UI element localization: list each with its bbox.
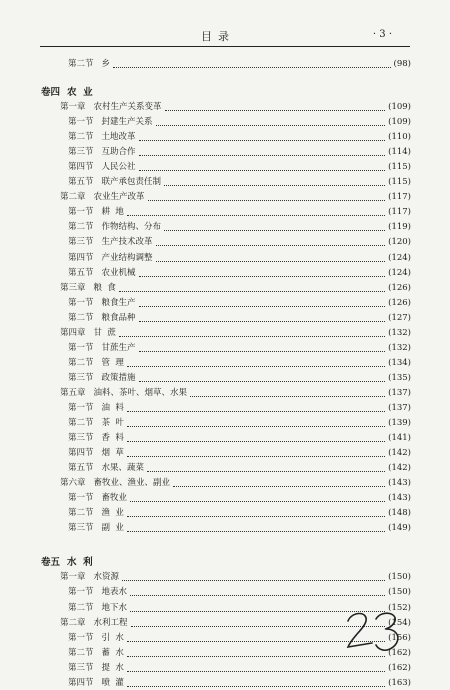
toc-entry-label: [60, 387, 187, 400]
header-rule: [40, 46, 410, 47]
toc-page-number: (137): [388, 387, 411, 398]
toc-page-number: (143): [388, 493, 411, 504]
toc-entry-label: [68, 146, 136, 159]
toc-entry-label: [68, 522, 124, 535]
toc-page-number: (132): [388, 342, 411, 353]
toc-entry-title: 地表水: [101, 587, 128, 598]
toc-chapter-entry: [60, 571, 411, 584]
toc-entry-label: [68, 131, 136, 144]
toc-section-entry: [68, 221, 411, 234]
toc-leader-dots: [127, 366, 385, 367]
toc-leader-dots: [139, 276, 386, 277]
toc-volume-heading: [41, 86, 411, 99]
toc-page-number: (162): [388, 647, 411, 658]
toc-leader-dots: [164, 230, 385, 231]
toc-entry-label: [60, 617, 128, 630]
toc-entry-label: [60, 327, 116, 340]
toc-entry-title: 土地改革: [101, 132, 136, 143]
toc-section-entry: [68, 161, 411, 174]
toc-leader-dots: [122, 580, 385, 581]
toc-page-number: (119): [388, 222, 411, 233]
toc-section-entry: [68, 586, 411, 599]
toc-entry-label: [68, 357, 124, 370]
toc-page-number: (139): [388, 418, 411, 429]
toc-entry-title: 生产技术改革: [101, 237, 153, 248]
toc-entry-label: [68, 492, 127, 505]
toc-page-number: (115): [388, 162, 411, 173]
toc-entry-title: 香 料: [101, 433, 124, 444]
toc-entry-label: [68, 632, 124, 645]
toc-entry-title: 互助合作: [101, 147, 136, 158]
toc-entry-label: [60, 191, 145, 204]
header-page-number: · 3 ·: [372, 29, 392, 40]
toc-leader-dots: [156, 125, 386, 126]
toc-entry-title: 畜牧业、渔业、副业: [93, 478, 171, 489]
toc-entry-level: 第二节: [68, 312, 94, 323]
toc-entry-title: 甘蔗生产: [101, 342, 136, 353]
toc-entry-title: 烟 草: [101, 448, 124, 459]
toc-section-entry: [68, 252, 411, 265]
toc-section-entry: [68, 312, 411, 325]
toc-entry-level: 第一节: [68, 587, 94, 598]
toc-entry-label: [68, 602, 127, 615]
toc-entry-label: [60, 571, 119, 584]
toc-entry-title: 油料、茶叶、烟草、水果: [93, 387, 188, 398]
toc-section-entry: [68, 176, 411, 189]
toc-leader-dots: [127, 411, 385, 412]
toc-entry-label: [68, 507, 124, 520]
toc-page-number: (149): [388, 523, 411, 534]
toc-entry-title: 油 料: [101, 403, 124, 413]
toc-entry-level: 第一节: [68, 493, 94, 504]
toc-chapter-entry: [60, 191, 411, 204]
toc-leader-dots: [139, 321, 386, 322]
toc-entry-title: 农业机械: [101, 267, 136, 278]
toc-entry-title: 联产承包责任制: [101, 177, 162, 188]
toc-entry-title: 畜牧业: [101, 493, 128, 504]
toc-page-number: (154): [388, 617, 411, 628]
toc-leader-dots: [130, 501, 385, 502]
toc-page-number: (141): [388, 433, 411, 444]
toc-leader-dots: [127, 441, 385, 442]
toc-section-entry: [68, 677, 411, 690]
toc-entry-title: 粮食品种: [101, 312, 136, 323]
toc-entry-title: 渔 业: [101, 508, 124, 519]
toc-page-number: (148): [388, 508, 411, 519]
toc-entry-level: 卷四: [41, 87, 61, 98]
toc-leader-dots: [139, 155, 386, 156]
toc-page-number: (126): [388, 297, 411, 308]
toc-leader-dots: [173, 486, 385, 487]
toc-section-entry: [68, 131, 411, 144]
toc-leader-dots: [156, 245, 386, 246]
toc-leader-dots: [165, 110, 386, 111]
toc-entry-label: [68, 677, 124, 690]
toc-volume-heading: [41, 556, 411, 569]
toc-page-number: (126): [388, 282, 411, 293]
toc-entry-level: 第五节: [68, 267, 94, 278]
toc-entry-level: 第六章: [60, 478, 86, 489]
toc-entry-label: [68, 206, 124, 219]
toc-entry-title: 粮食生产: [101, 297, 136, 308]
toc-page-number: (117): [388, 192, 411, 203]
toc-page-number: (162): [388, 662, 411, 673]
toc-entry-label: [68, 447, 124, 460]
toc-entry-level: 第三节: [68, 662, 94, 673]
toc-entry-title: 喷 灌: [101, 677, 124, 688]
toc-entry-title: 水利工程: [93, 617, 128, 628]
toc-entry-label: [60, 477, 170, 490]
toc-entry-level: 第三节: [68, 237, 94, 248]
toc-page-number: (143): [388, 478, 411, 489]
toc-entry-label: [68, 462, 144, 475]
toc-page-number: (150): [388, 572, 411, 583]
toc-entry-level: 第二节: [68, 602, 94, 613]
toc-entry-title: 粮 食: [93, 282, 116, 293]
toc-section-entry: [68, 417, 411, 430]
toc-entry-title: 农村生产关系变革: [93, 102, 162, 112]
toc-leader-dots: [127, 656, 385, 657]
toc-page-number: (132): [388, 327, 411, 338]
toc-entry-level: 第二节: [68, 508, 94, 519]
toc-leader-dots: [139, 381, 386, 382]
toc-entry-level: 第五节: [68, 177, 94, 188]
toc-entry-level: 第一章: [60, 572, 86, 583]
toc-leader-dots: [164, 185, 385, 186]
toc-leader-dots: [127, 671, 385, 672]
toc-entry-level: 第三节: [68, 372, 94, 383]
handwritten-number-23: [342, 607, 412, 653]
toc-leader-dots: [127, 215, 385, 216]
toc-leader-dots: [190, 396, 385, 397]
toc-entry-level: 第二节: [68, 418, 94, 429]
toc-entry-title: 提 水: [101, 662, 124, 673]
toc-leader-dots: [139, 306, 386, 307]
toc-entry-level: 第一节: [68, 117, 94, 128]
toc-entry-label: [68, 662, 124, 675]
toc-entry-level: 第二章: [60, 617, 86, 628]
toc-section-entry: [68, 432, 411, 445]
toc-leader-dots: [139, 140, 386, 141]
toc-section-entry: [68, 372, 411, 385]
toc-entry-label: [68, 58, 110, 71]
toc-entry-title: 水果、蔬菜: [101, 463, 145, 474]
toc-page-number: (114): [388, 147, 411, 158]
toc-leader-dots: [119, 336, 385, 337]
toc-page-number: (135): [388, 372, 411, 383]
toc-entry-level: 第一节: [68, 403, 94, 413]
toc-entry-title: 农业生产改革: [93, 192, 145, 203]
toc-chapter-entry: [60, 387, 411, 400]
toc-entry-title: 地下水: [101, 602, 128, 613]
toc-page-number: (156): [388, 632, 411, 643]
toc-page-number: (124): [388, 267, 411, 278]
toc-entry-level: 第三节: [68, 433, 94, 444]
toc-entry-label: [60, 101, 162, 114]
toc-entry-title: 甘 蔗: [93, 327, 116, 338]
toc-section-entry: [68, 267, 411, 280]
toc-page-number: (115): [388, 177, 411, 188]
toc-entry-level: 第五章: [60, 387, 86, 398]
toc-entry-label: [68, 586, 127, 599]
toc-chapter-entry: [60, 101, 411, 114]
toc-page-number: (109): [388, 117, 411, 128]
toc-entry-level: 第二章: [60, 192, 86, 203]
toc-entry-label: [68, 647, 124, 660]
toc-entry-level: 第二节: [68, 132, 94, 143]
toc-entry-level: 第四节: [68, 448, 94, 459]
toc-entry-level: 第一节: [68, 632, 94, 643]
toc-leader-dots: [148, 200, 386, 201]
toc-chapter-entry: [60, 282, 411, 295]
toc-page-number: (109): [388, 102, 411, 112]
toc-entry-title: 茶 叶: [101, 418, 124, 429]
toc-leader-dots: [147, 471, 385, 472]
toc-page-number: (110): [388, 132, 411, 143]
toc-entry-level: 第二节: [68, 59, 94, 69]
toc-entry-label: [41, 86, 93, 99]
toc-section-entry: [68, 206, 411, 219]
toc-entry-level: 第五节: [68, 463, 94, 474]
toc-entry-level: 卷五: [41, 557, 61, 569]
toc-entry-title: 蓄 水: [101, 647, 124, 658]
header-title: 目录: [201, 30, 235, 43]
toc-entry-label: [68, 402, 124, 415]
toc-entry-label: [68, 297, 136, 310]
toc-entry-title: 农 业: [67, 87, 93, 98]
toc-leader-dots: [127, 516, 385, 517]
toc-leader-dots: [139, 170, 386, 171]
toc-entry-label: [68, 176, 161, 189]
toc-section-entry: [68, 492, 411, 505]
toc-entry-level: 第一章: [60, 102, 86, 112]
toc-chapter-entry: [60, 327, 411, 340]
toc-page-number: (163): [388, 677, 411, 688]
toc-entry-label: [68, 252, 153, 265]
toc-entry-title: 副 业: [101, 523, 124, 534]
toc-entry-title: 产业结构调整: [101, 252, 153, 263]
toc-entry-level: 第四节: [68, 162, 94, 173]
toc-section-entry: [68, 116, 411, 129]
toc-leader-dots: [127, 456, 385, 457]
toc-page-number: (152): [388, 602, 411, 613]
toc-leader-dots: [113, 67, 391, 68]
page-header: [0, 28, 450, 44]
toc-entry-level: 第四节: [68, 252, 94, 263]
toc-entry-label: [68, 267, 136, 280]
toc-page-number: (127): [388, 312, 411, 323]
toc-entry-label: [68, 221, 161, 234]
toc-entry-label: [68, 116, 153, 129]
toc-entry-title: 政策措施: [101, 372, 136, 383]
toc-chapter-entry: [60, 477, 411, 490]
toc-leader-dots: [127, 426, 385, 427]
toc-entry-level: 第四节: [68, 677, 94, 688]
toc-page-number: (98): [393, 59, 411, 69]
toc-entry-level: 第三节: [68, 523, 94, 534]
toc-page-number: (150): [388, 587, 411, 598]
toc-section-entry: [68, 297, 411, 310]
toc-section-entry: [68, 146, 411, 159]
toc-section-entry: [68, 357, 411, 370]
toc-entry-level: 第三章: [60, 282, 86, 293]
toc-entry-level: 第一节: [68, 297, 94, 308]
toc-section-entry: [68, 236, 411, 249]
toc-page-number: (117): [388, 207, 411, 218]
toc-entry-level: 第一节: [68, 207, 94, 218]
toc-entry-title: 水资源: [93, 572, 120, 583]
toc-section-entry: [68, 462, 411, 475]
toc-entry-level: 第二节: [68, 647, 94, 658]
toc-entry-level: 第二节: [68, 222, 94, 233]
toc-leader-dots: [127, 686, 385, 687]
toc-section-entry: [68, 58, 411, 71]
toc-entry-title: 耕 地: [101, 207, 124, 218]
toc-entry-label: [41, 556, 93, 569]
toc-entry-label: [68, 161, 136, 174]
toc-entry-label: [68, 432, 124, 445]
toc-entry-title: 管 理: [101, 357, 124, 368]
toc-page-number: (124): [388, 252, 411, 263]
toc-entry-title: 人民公社: [101, 162, 136, 173]
toc-entry-title: 封建生产关系: [101, 117, 153, 128]
toc-page-number: (134): [388, 357, 411, 368]
toc-entry-label: [68, 372, 136, 385]
toc-entry-label: [68, 312, 136, 325]
toc-entry-label: [60, 282, 116, 295]
toc-section-entry: [68, 507, 411, 520]
toc-section-entry: [68, 662, 411, 675]
toc-leader-dots: [119, 291, 385, 292]
toc-section-entry: [68, 402, 411, 415]
toc-entry-level: 第一节: [68, 342, 94, 353]
toc-page-number: (142): [388, 448, 411, 459]
toc-entry-title: 水 利: [67, 557, 93, 569]
toc-entry-label: [68, 342, 136, 355]
toc-entry-level: 第二节: [68, 357, 94, 368]
toc-leader-dots: [139, 351, 386, 352]
toc-page-number: (142): [388, 463, 411, 474]
toc-entry-label: [68, 236, 153, 249]
toc-section-entry: [68, 447, 411, 460]
toc-leader-dots: [130, 595, 385, 596]
toc-entry-level: 第三节: [68, 147, 94, 158]
toc-leader-dots: [127, 531, 385, 532]
toc-entry-title: 作物结构、分布: [101, 222, 162, 233]
toc-section-entry: [68, 522, 411, 535]
toc-leader-dots: [156, 261, 386, 262]
toc-entry-title: 引 水: [101, 632, 124, 643]
toc-entry-title: 乡: [101, 59, 111, 69]
toc-entry-level: 第四章: [60, 327, 86, 338]
toc-page-number: (137): [388, 403, 411, 413]
toc-section-entry: [68, 342, 411, 355]
toc-page-number: (120): [388, 237, 411, 248]
toc-entry-label: [68, 417, 124, 430]
